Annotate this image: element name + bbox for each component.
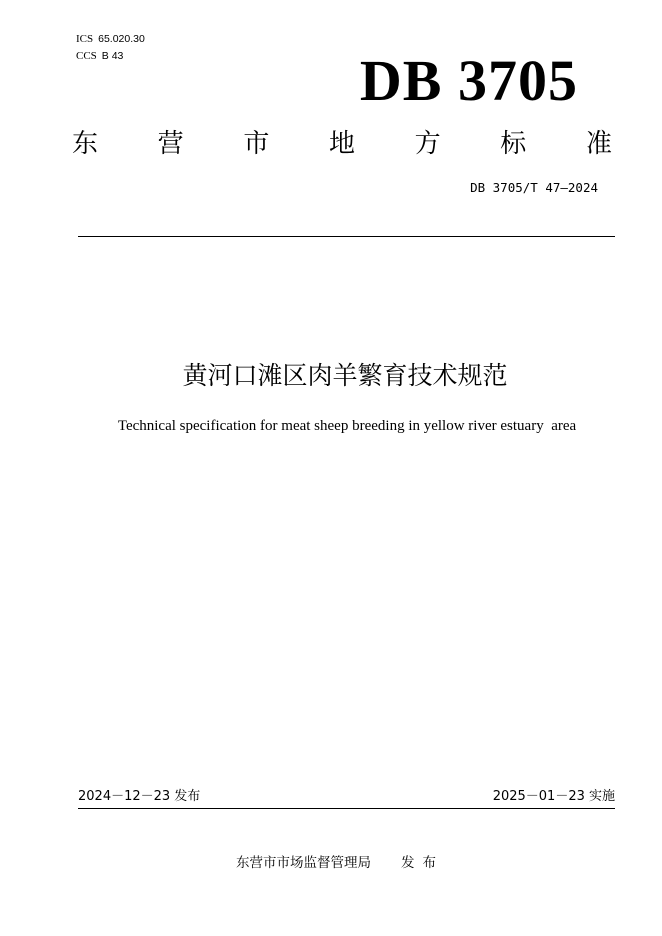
ics-code: 65.020.30 [98,33,145,45]
ccs-code: B 43 [101,50,124,62]
standard-type-char: 市 [243,129,270,159]
implementation-date: 2025－01－23 实施 [492,789,615,804]
standard-type-char: 东 [72,129,99,159]
document-title-english: Technical specification for meat sheep breeding in yellow river estuary area [117,418,577,434]
standard-logo: DB 3705 [359,48,578,113]
standard-type-char: 标 [500,129,527,159]
header-divider [78,236,615,237]
standard-type-char: 地 [328,129,355,159]
standard-type-char: 准 [585,129,612,159]
document-title-chinese: 黄河口滩区肉羊繁育技术规范 [182,361,508,390]
standard-type-char: 方 [414,129,441,159]
footer-divider [78,808,615,809]
issuer-line [0,853,662,873]
standard-type-char: 营 [157,129,184,159]
ccs-label: CCS [76,50,97,62]
issuer-name: 东营市市场监督管理局 [236,855,371,871]
standard-type-heading [72,126,612,162]
issuer-action: 发布 [401,855,444,871]
ccs-classification [76,49,123,63]
ics-classification [76,32,145,46]
standard-number: DB 3705/T 47—2024 [470,180,598,195]
ics-label: ICS [76,33,94,45]
publish-date: 2024－12－23 发布 [78,789,201,804]
